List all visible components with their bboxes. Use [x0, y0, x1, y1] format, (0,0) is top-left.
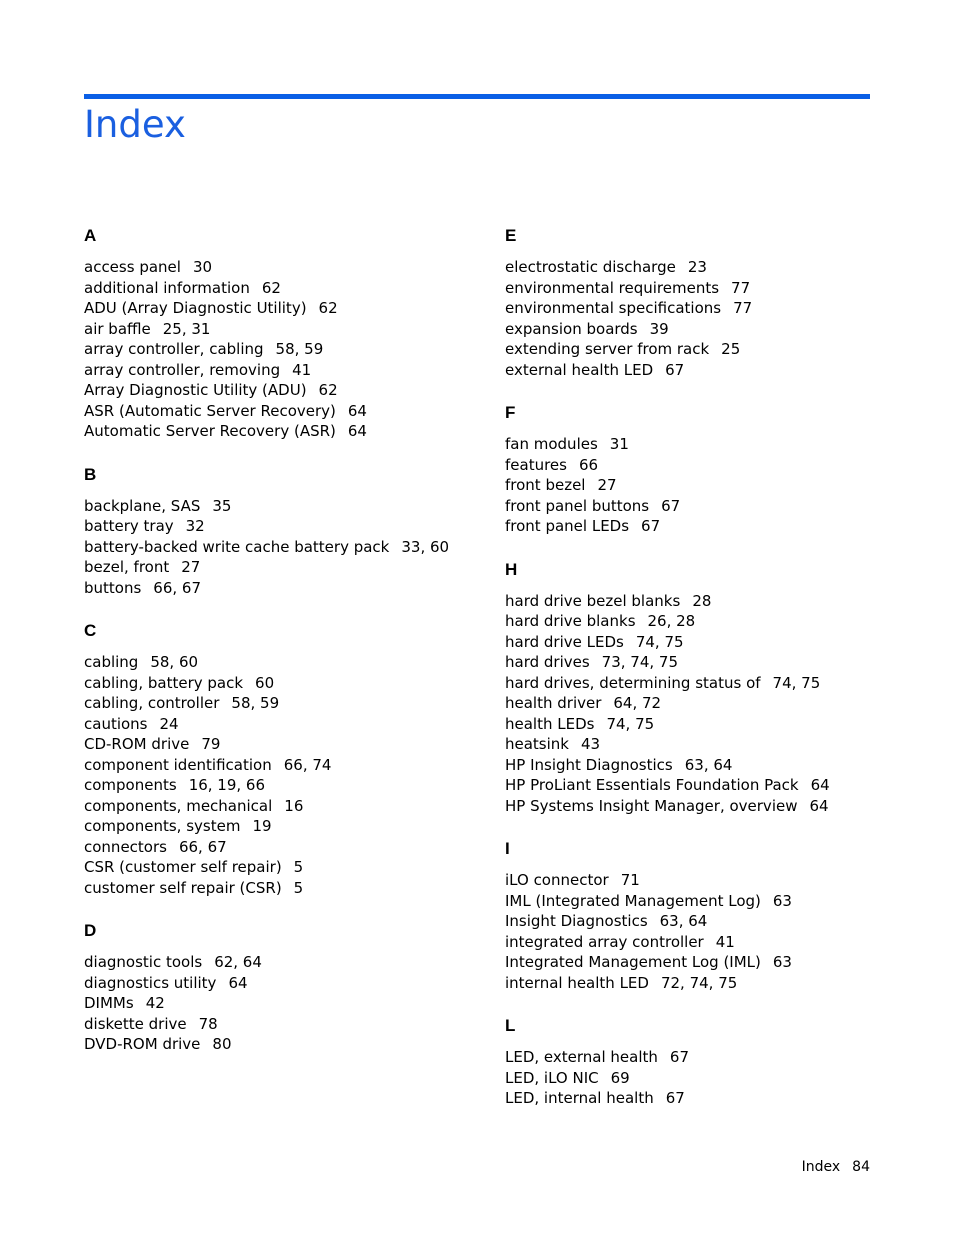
- index-pages: 66, 74: [283, 755, 332, 774]
- index-pages: 28: [692, 591, 712, 610]
- index-pages: 58, 60: [150, 653, 199, 671]
- index-term: CSR (customer self repair): [84, 858, 282, 876]
- index-entry: [505, 278, 925, 299]
- index-column-left: [84, 224, 504, 1076]
- index-section: [505, 558, 925, 817]
- index-term: ADU (Array Diagnostic Utility): [84, 299, 307, 317]
- index-term: battery-backed write cache battery pack: [84, 537, 390, 556]
- index-pages: 16, 19, 66: [188, 776, 266, 794]
- section-letter: C: [84, 621, 97, 640]
- index-pages: 74, 75: [772, 673, 821, 692]
- index-entry: [84, 796, 504, 817]
- index-pages: 69: [610, 1068, 630, 1087]
- index-entry: [505, 775, 925, 796]
- index-pages: 58, 59: [275, 340, 324, 358]
- page-footer: [802, 1157, 870, 1177]
- index-term: integrated array controller: [505, 932, 704, 951]
- section-letter: B: [84, 464, 97, 484]
- index-entry: [84, 537, 504, 558]
- index-pages: 5: [293, 878, 304, 897]
- index-term: diagnostic tools: [84, 953, 203, 971]
- index-term: electrostatic discharge: [505, 258, 676, 276]
- index-entry: [505, 298, 925, 319]
- index-pages: 63: [772, 891, 792, 910]
- index-pages: 25: [721, 340, 741, 358]
- index-entry: [84, 714, 504, 735]
- index-entry: [84, 421, 504, 442]
- index-pages: 64: [347, 401, 367, 420]
- section-letter: H: [505, 559, 518, 579]
- index-pages: 64: [347, 422, 367, 440]
- index-term: HP Systems Insight Manager, overview: [505, 796, 798, 815]
- index-pages: 67: [669, 1048, 689, 1066]
- index-pages: 27: [181, 558, 201, 576]
- section-letter: A: [84, 226, 97, 245]
- index-term: additional information: [84, 278, 250, 297]
- index-pages: 62: [318, 381, 338, 399]
- index-term: hard drive blanks: [505, 612, 636, 630]
- index-entry: [505, 434, 925, 455]
- index-entry: [505, 516, 925, 537]
- index-entry: [84, 278, 504, 299]
- index-term: backplane, SAS: [84, 496, 201, 515]
- index-pages: 64, 72: [613, 694, 662, 712]
- index-pages: 77: [731, 278, 751, 297]
- index-entry: [505, 652, 925, 673]
- index-section: [84, 224, 504, 442]
- index-section: [505, 401, 925, 537]
- index-term: front panel buttons: [505, 496, 650, 515]
- index-entry: [505, 319, 925, 340]
- index-term: IML (Integrated Management Log): [505, 891, 761, 910]
- index-entry: [84, 775, 504, 796]
- index-term: health driver: [505, 694, 602, 712]
- index-entry: [505, 932, 925, 953]
- index-entry: [505, 973, 925, 994]
- index-entry: [505, 611, 925, 632]
- index-term: environmental specifications: [505, 299, 722, 317]
- index-pages: 32: [185, 517, 205, 535]
- index-pages: 25, 31: [162, 319, 211, 338]
- index-pages: 66, 67: [153, 578, 202, 597]
- index-term: cabling: [84, 653, 139, 671]
- index-term: connectors: [84, 837, 167, 856]
- index-pages: 39: [649, 319, 669, 338]
- index-term: front bezel: [505, 476, 586, 494]
- index-pages: 67: [665, 1089, 685, 1107]
- index-pages: 35: [212, 496, 232, 515]
- index-section: [505, 224, 925, 380]
- index-entry: [84, 557, 504, 578]
- index-pages: 72, 74, 75: [660, 973, 738, 992]
- index-pages: 42: [145, 994, 165, 1012]
- index-pages: 62: [318, 299, 338, 317]
- index-term: array controller, removing: [84, 360, 281, 379]
- index-term: DIMMs: [84, 994, 134, 1012]
- index-term: Automatic Server Recovery (ASR): [84, 422, 336, 440]
- index-entry: [84, 1034, 504, 1055]
- index-term: DVD-ROM drive: [84, 1035, 201, 1053]
- index-term: HP Insight Diagnostics: [505, 755, 673, 774]
- index-term: environmental requirements: [505, 278, 720, 297]
- index-term: fan modules: [505, 435, 598, 453]
- index-pages: 31: [609, 435, 629, 453]
- index-term: hard drive bezel blanks: [505, 591, 681, 610]
- index-pages: 73, 74, 75: [601, 653, 679, 671]
- index-entry: [84, 973, 504, 994]
- index-term: air baffle: [84, 319, 151, 338]
- footer-label: Index: [801, 1159, 841, 1175]
- index-term: Integrated Management Log (IML): [505, 953, 761, 971]
- index-term: diskette drive: [84, 1014, 187, 1033]
- index-term: components: [84, 776, 177, 794]
- index-term: hard drive LEDs: [505, 632, 624, 651]
- index-term: ASR (Automatic Server Recovery): [84, 401, 336, 420]
- index-pages: 63: [772, 953, 792, 971]
- index-entry: [505, 360, 925, 381]
- index-term: component identification: [84, 755, 272, 774]
- index-term: Insight Diagnostics: [505, 912, 648, 930]
- index-section: [505, 1014, 925, 1109]
- index-section: [84, 619, 504, 898]
- index-term: front panel LEDs: [505, 517, 630, 535]
- index-entry: [84, 339, 504, 360]
- index-term: external health LED: [505, 360, 654, 379]
- index-term: health LEDs: [505, 714, 595, 733]
- index-entry: [84, 993, 504, 1014]
- index-term: heatsink: [505, 735, 569, 753]
- index-entry: [84, 1014, 504, 1035]
- index-pages: 77: [733, 299, 753, 317]
- index-entry: [505, 870, 925, 891]
- index-entry: [505, 1088, 925, 1109]
- index-entry: [505, 257, 925, 278]
- index-term: cautions: [84, 714, 148, 733]
- page-title: Index: [84, 103, 186, 146]
- index-term: hard drives, determining status of: [505, 673, 761, 692]
- index-section: [84, 463, 504, 599]
- index-pages: 64: [810, 776, 830, 794]
- index-term: array controller, cabling: [84, 340, 264, 358]
- index-entry: [84, 380, 504, 401]
- index-term: LED, iLO NIC: [505, 1068, 599, 1087]
- index-entry: [505, 891, 925, 912]
- index-entry: [505, 1068, 925, 1089]
- index-entry: [505, 475, 925, 496]
- title-rule: [84, 94, 870, 99]
- index-entry: [505, 693, 925, 714]
- index-entry: [84, 257, 504, 278]
- index-pages: 66, 67: [178, 837, 227, 856]
- index-pages: 63, 64: [684, 755, 733, 774]
- index-term: LED, external health: [505, 1048, 658, 1066]
- index-pages: 67: [665, 360, 685, 379]
- index-entry: [84, 673, 504, 694]
- index-term: internal health LED: [505, 973, 649, 992]
- index-pages: 80: [212, 1035, 232, 1053]
- index-pages: 64: [809, 796, 829, 815]
- index-pages: 71: [620, 871, 640, 889]
- index-section: [505, 837, 925, 993]
- index-entry: [84, 578, 504, 599]
- index-entry: [84, 952, 504, 973]
- index-pages: 30: [192, 258, 213, 276]
- index-term: components, system: [84, 817, 241, 835]
- section-letter: F: [505, 403, 516, 422]
- index-entry: [84, 878, 504, 899]
- index-entry: [505, 734, 925, 755]
- index-pages: 74, 75: [606, 714, 655, 733]
- index-entry: [505, 591, 925, 612]
- index-entry: [84, 816, 504, 837]
- index-pages: 26, 28: [647, 612, 696, 630]
- index-pages: 74, 75: [635, 632, 684, 651]
- index-entry: [505, 673, 925, 694]
- index-term: cabling, battery pack: [84, 673, 244, 692]
- index-pages: 41: [715, 932, 735, 951]
- index-entry: [505, 714, 925, 735]
- index-term: CD-ROM drive: [84, 735, 190, 753]
- index-term: iLO connector: [505, 871, 609, 889]
- index-pages: 33, 60: [401, 537, 450, 556]
- index-pages: 66: [578, 455, 599, 474]
- index-pages: 63, 64: [659, 912, 708, 930]
- index-pages: 5: [293, 858, 304, 876]
- index-pages: 27: [597, 476, 617, 494]
- index-entry: [505, 755, 925, 776]
- index-pages: 78: [198, 1014, 218, 1033]
- index-pages: 58, 59: [231, 694, 280, 712]
- index-section: [84, 919, 504, 1055]
- index-entry: [505, 796, 925, 817]
- index-entry: [505, 632, 925, 653]
- section-letter: E: [505, 226, 517, 245]
- index-entry: [84, 693, 504, 714]
- index-term: diagnostics utility: [84, 973, 217, 992]
- index-entry: [84, 496, 504, 517]
- index-term: battery tray: [84, 517, 174, 535]
- index-entry: [84, 857, 504, 878]
- index-term: customer self repair (CSR): [84, 878, 282, 897]
- index-pages: 79: [201, 735, 221, 753]
- index-entry: [505, 455, 925, 476]
- index-term: cabling, controller: [84, 694, 220, 712]
- index-pages: 62, 64: [214, 953, 262, 971]
- index-pages: 16: [284, 796, 304, 815]
- index-entry: [84, 734, 504, 755]
- section-letter: I: [505, 839, 510, 858]
- index-entry: [84, 837, 504, 858]
- index-term: buttons: [84, 578, 142, 597]
- index-term: expansion boards: [505, 319, 638, 338]
- index-entry: [84, 319, 504, 340]
- index-pages: 67: [661, 496, 681, 515]
- section-letter: D: [84, 921, 97, 940]
- index-pages: 62: [261, 278, 281, 297]
- index-term: extending server from rack: [505, 340, 710, 358]
- index-entry: [84, 401, 504, 422]
- index-entry: [505, 952, 925, 973]
- index-pages: 19: [252, 817, 272, 835]
- index-entry: [505, 1047, 925, 1068]
- index-term: access panel: [84, 258, 181, 276]
- index-entry: [505, 339, 925, 360]
- index-entry: [84, 298, 504, 319]
- index-entry: [84, 360, 504, 381]
- index-pages: 24: [159, 714, 179, 733]
- index-pages: 23: [687, 258, 707, 276]
- index-term: hard drives: [505, 653, 590, 671]
- index-term: LED, internal health: [505, 1089, 654, 1107]
- index-term: features: [505, 455, 567, 474]
- index-pages: 67: [641, 517, 661, 535]
- section-letter: L: [505, 1016, 516, 1035]
- footer-page-number: 84: [852, 1159, 870, 1175]
- index-entry: [505, 911, 925, 932]
- index-term: Array Diagnostic Utility (ADU): [84, 381, 307, 399]
- index-pages: 64: [228, 973, 248, 992]
- index-pages: 41: [292, 360, 312, 379]
- index-entry: [505, 496, 925, 517]
- index-entry: [84, 652, 504, 673]
- index-term: components, mechanical: [84, 796, 273, 815]
- index-column-right: [505, 224, 925, 1130]
- index-term: HP ProLiant Essentials Foundation Pack: [505, 776, 799, 794]
- index-entry: [84, 516, 504, 537]
- index-pages: 60: [255, 673, 275, 692]
- index-pages: 43: [580, 735, 601, 753]
- index-entry: [84, 755, 504, 776]
- index-term: bezel, front: [84, 558, 170, 576]
